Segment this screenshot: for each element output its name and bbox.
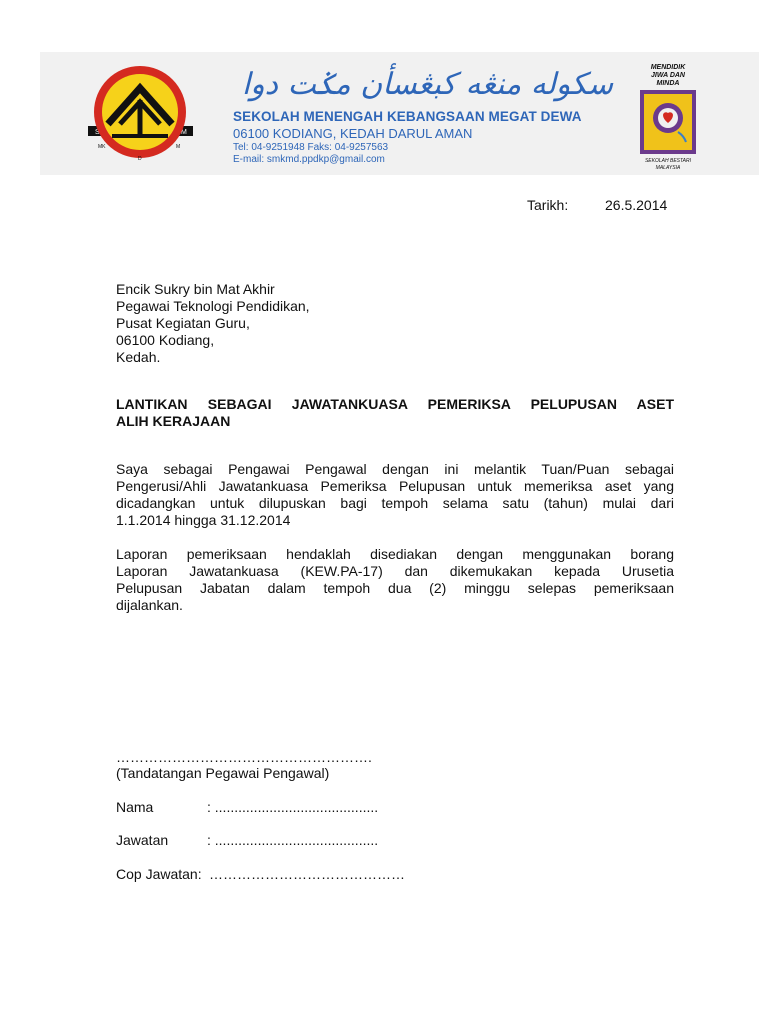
jawatan-field: : .......................................... xyxy=(207,832,379,848)
paragraph-line: Laporan Jawatankuasa (KEW.PA-17) dan dikemukakan kepada Urusetia xyxy=(116,563,674,579)
letterhead xyxy=(40,52,759,175)
recipient-line: 06100 Kodiang, xyxy=(116,332,215,348)
paragraph-line: Pengerusi/Ahli Jawatankuasa Pemeriksa Pelupusan untuk memeriksa aset yang xyxy=(116,478,674,494)
signature-caption: (Tandatangan Pegawai Pengawal) xyxy=(116,765,330,781)
sekolah-bestari-logo-icon xyxy=(632,58,704,173)
paragraph-line: Saya sebagai Pengawai Pengawal dengan ini melantik Tuan/Puan sebagai xyxy=(116,461,674,477)
jawi-school-name: سکوله منڠه کبڠسأن مݢت دوا xyxy=(241,67,614,102)
subject-line: ALIH KERAJAAN xyxy=(116,413,231,429)
email-address[interactable]: smkmd.ppdkp@gmail.com xyxy=(266,154,385,165)
paragraph-line: Pelupusan Jabatan dalam tempoh dua (2) minggu selepas pemeriksaan xyxy=(116,580,674,596)
jawatan-label: Jawatan xyxy=(116,832,169,848)
paragraph-line: Laporan pemeriksaan hendaklah disediakan dengan menggunakan borang xyxy=(116,546,674,562)
school-address: 06100 KODIANG, KEDAH DARUL AMAN xyxy=(233,126,473,141)
recipient-line: Encik Sukry bin Mat Akhir xyxy=(116,281,275,297)
paragraph-line: dicadangkan untuk dilupuskan bagi tempoh selama satu (tahun) mulai dari xyxy=(116,495,674,511)
subject-line: LANTIKAN SEBAGAI JAWATANKUASA PEMERIKSA PELUPUSAN ASET xyxy=(116,396,674,412)
nama-label: Nama xyxy=(116,799,154,815)
cop-jawatan-label: Cop Jawatan: xyxy=(116,866,202,882)
nama-field: : .......................................... xyxy=(207,799,379,815)
cop-jawatan-field: …………………………………… xyxy=(209,866,405,882)
sestari-top-2: JIWA DAN xyxy=(651,72,685,79)
email-label: E-mail: xyxy=(233,154,267,165)
recipient-line: Pusat Kegiatan Guru, xyxy=(116,315,250,331)
sestari-bottom-2: MALAYSIA xyxy=(655,165,681,171)
logo-letter-m2: M xyxy=(176,144,181,150)
sestari-top-3: MINDA xyxy=(656,80,680,87)
sestari-bottom-1: SEKOLAH BESTARI xyxy=(644,158,692,164)
logo-letter-mk: MK xyxy=(98,144,106,150)
sestari-top-1: MENDIDIK xyxy=(650,64,686,71)
signature-line: ………………………………………………. xyxy=(116,749,372,765)
paragraph-line: dijalankan. xyxy=(116,597,183,613)
logo-letter-s: S xyxy=(95,129,100,136)
school-phone: Tel: 04-9251948 Faks: 04-9257563 xyxy=(233,142,389,153)
paragraph-report xyxy=(116,546,674,614)
paragraph-appointment xyxy=(116,461,674,529)
date-value: 26.5.2014 xyxy=(605,197,668,213)
recipient-line: Pegawai Teknologi Pendidikan, xyxy=(116,298,310,314)
recipient-line: Kedah. xyxy=(116,349,161,365)
school-email xyxy=(233,154,385,165)
letter-subject xyxy=(116,396,674,430)
date-label: Tarikh: xyxy=(527,197,569,213)
logo-letter-m: M xyxy=(181,129,187,136)
school-logo-icon xyxy=(68,60,213,170)
logo-letter-d: D xyxy=(138,156,142,162)
paragraph-line: 1.1.2014 hingga 31.12.2014 xyxy=(116,512,291,528)
school-name: SEKOLAH MENENGAH KEBANGSAAN MEGAT DEWA xyxy=(233,109,582,124)
